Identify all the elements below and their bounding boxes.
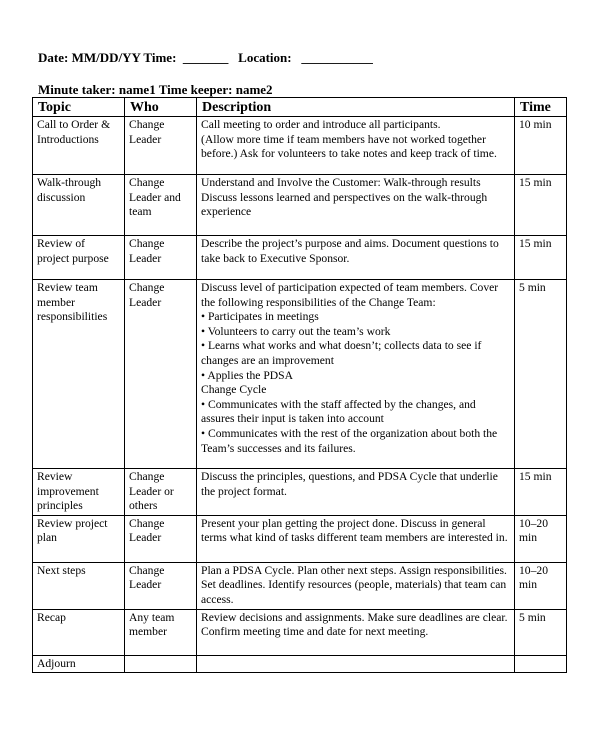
description-cell: Review decisions and assignments. Make sure deadlines are clear. Confirm meeting time and date for next meeting. [197, 609, 515, 655]
who-cell: Change Leader [125, 562, 197, 609]
time-cell: 10 min [515, 117, 567, 175]
topic-cell: Review team member responsibilities [33, 280, 125, 469]
description-cell: Call meeting to order and introduce all participants. (Allow more time if team members have not worked together before.) Ask for volunteers to take notes and keep track of time. [197, 117, 515, 175]
who-cell: Change Leader and team [125, 175, 197, 236]
who-cell: Any team member [125, 609, 197, 655]
time-cell: 15 min [515, 469, 567, 516]
description-cell: Plan a PDSA Cycle. Plan other next steps. Assign responsibilities. Set deadlines. Identify resources (people, materials) that team can access. [197, 562, 515, 609]
topic-cell: Review of project purpose [33, 236, 125, 280]
time-cell: 5 min [515, 280, 567, 469]
table-row [33, 236, 567, 280]
topic-cell: Recap [33, 609, 125, 655]
description-cell: Understand and Involve the Customer: Walk-through results Discuss lessons learned and perspectives on the walk-through experience [197, 175, 515, 236]
table-row [33, 562, 567, 609]
description-cell: Present your plan getting the project done. Discuss in general terms what kind of tasks different team members are interested in. [197, 515, 515, 562]
time-cell: 10–20 min [515, 515, 567, 562]
topic-cell: Review project plan [33, 515, 125, 562]
table-row [33, 175, 567, 236]
topic-cell: Next steps [33, 562, 125, 609]
time-cell: 15 min [515, 175, 567, 236]
who-cell: Change Leader [125, 117, 197, 175]
table-row [33, 469, 567, 516]
who-cell: Change Leader [125, 515, 197, 562]
topic-cell: Review improvement principles [33, 469, 125, 516]
description-cell: Discuss level of participation expected of team members. Cover the following responsibilities of the Change Team: • Participates in meetings • Volunteers to carry out the team’s work • Learns what works and what doesn’t; collects data to see if changes are an improvement • Applies the PDSA Change Cycle • Communicates with the staff affected by the changes, and assures their input is taken into account • Communicates with the rest of the organization about both the Team’s successes and its failures. [197, 280, 515, 469]
table-row [33, 515, 567, 562]
table-row [33, 655, 567, 673]
minute-taker-line: Minute taker: name1 Time keeper: name2 [38, 82, 273, 97]
table-row [33, 609, 567, 655]
who-cell: Change Leader [125, 280, 197, 469]
time-cell: 15 min [515, 236, 567, 280]
date-time-location-line: Date: MM/DD/YY Time: _______ Location: ___________ [38, 50, 373, 65]
who-cell [125, 655, 197, 673]
time-cell [515, 655, 567, 673]
table-row [33, 117, 567, 175]
topic-cell: Call to Order & Introductions [33, 117, 125, 175]
header-topic: Topic [33, 98, 125, 117]
agenda-header-row [33, 98, 567, 117]
header-who: Who [125, 98, 197, 117]
description-cell [197, 655, 515, 673]
who-cell: Change Leader or others [125, 469, 197, 516]
time-cell: 10–20 min [515, 562, 567, 609]
who-cell: Change Leader [125, 236, 197, 280]
topic-cell: Walk-through discussion [33, 175, 125, 236]
time-cell: 5 min [515, 609, 567, 655]
header-description: Description [197, 98, 515, 117]
table-row [33, 280, 567, 469]
header-time: Time [515, 98, 567, 117]
description-cell: Discuss the principles, questions, and PDSA Cycle that underlie the project format. [197, 469, 515, 516]
topic-cell: Adjourn [33, 655, 125, 673]
description-cell: Describe the project’s purpose and aims. Document questions to take back to Executive Sponsor. [197, 236, 515, 280]
agenda-table [32, 97, 567, 673]
